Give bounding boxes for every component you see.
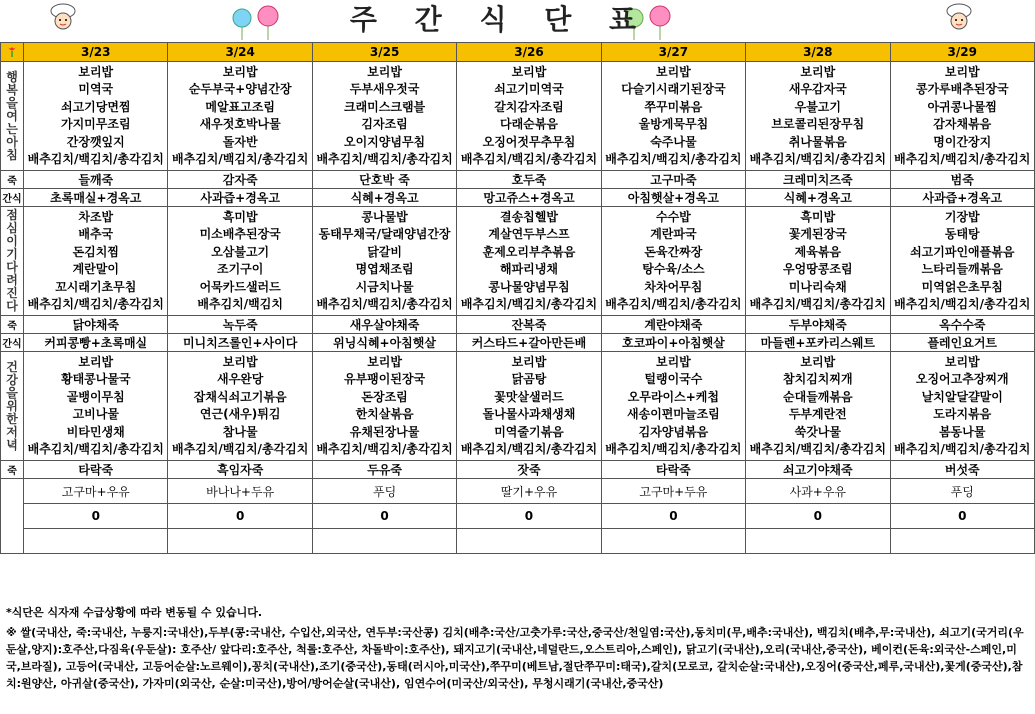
date-header: 3/28: [746, 43, 890, 62]
dinner-day-cell: [746, 352, 890, 461]
menu-item: 취나물볶음: [788, 134, 847, 149]
menu-item: 닭갈비: [367, 244, 402, 259]
menu-item: 미소배추된장국: [199, 227, 281, 241]
lunch-day-cell: [457, 207, 601, 316]
snack-pm-cell: 마들렌+포카리스웨트: [746, 334, 890, 352]
extra-snack-row: [1, 479, 1035, 504]
snack-pm-cell: 커스타드+갈아만든배: [457, 334, 601, 352]
dinner-label: 건 강 을 위 한 저 녁: [1, 352, 24, 461]
porridge-night-label: 죽: [1, 461, 24, 479]
menu-item: 배추김치/백김치/총각김치: [605, 442, 742, 456]
menu-item: 연근(새우)튀김: [199, 407, 281, 421]
menu-item: 유채된장나물: [349, 424, 420, 439]
extra-total-row: [1, 504, 1035, 529]
menu-item: 참나물: [222, 424, 258, 439]
menu-item: 보리밥: [656, 354, 691, 369]
menu-item: 잡채식쇠고기볶음: [193, 389, 287, 404]
date-header-row: [1, 43, 1035, 62]
porridge-am-cell: 들깨죽: [24, 171, 168, 189]
menu-item: 아귀콩나물찜: [927, 99, 998, 114]
lunch-row: [1, 207, 1035, 316]
menu-item: 보리밥: [656, 64, 691, 79]
snack-pm-cell: 플레인요거트: [890, 334, 1035, 352]
menu-item: 동태탕: [944, 227, 980, 241]
menu-item: 김자조림: [361, 117, 408, 131]
porridge-night-cell: 타락죽: [601, 461, 745, 479]
menu-item: 크래미스크램블: [344, 99, 426, 114]
snack-pm-row: [1, 334, 1035, 352]
menu-item: 새우감자국: [788, 82, 847, 96]
extra-total-cell: 0: [457, 504, 601, 529]
porridge-pm-label: 죽: [1, 316, 24, 334]
menu-item: 쇠고기당면찜: [60, 99, 131, 114]
menu-item: 골뱅이무침: [66, 389, 125, 404]
notice-text: *식단은 식자재 수급상황에 따라 변동될 수 있습니다.: [6, 606, 263, 619]
tulip-icon: [1, 43, 24, 62]
dinner-day-cell: [601, 352, 745, 461]
menu-item: 계란말이: [72, 262, 119, 276]
breakfast-day-cell: [746, 62, 890, 171]
porridge-am-cell: 크레미치즈죽: [746, 171, 890, 189]
porridge-am-cell: 호두죽: [457, 171, 601, 189]
breakfast-day-cell: [168, 62, 312, 171]
menu-item: 느타리들깨볶음: [921, 262, 1003, 276]
menu-item: 흑미밥: [222, 209, 258, 224]
snack-pm-cell: 위닝식혜+아침햇살: [312, 334, 456, 352]
menu-item: 배추김치/백김치/총각김치: [605, 152, 742, 166]
menu-item: 김자양념볶음: [638, 424, 709, 439]
menu-item: 보리밥: [367, 64, 402, 79]
menu-item: 배추국: [78, 227, 114, 241]
extra-total-cell: 0: [746, 504, 890, 529]
menu-item: 숙주나물: [650, 134, 697, 149]
extra-snack-cell: 바나나+두유: [168, 479, 312, 504]
menu-item: 울방게묵무침: [638, 117, 709, 131]
menu-item: 돌나물사과채생채: [482, 407, 576, 421]
menu-item: 보리밥: [800, 64, 836, 79]
lunch-day-cell: [601, 207, 745, 316]
snack-am-cell: 아침햇살+경옥고: [601, 189, 745, 207]
menu-item: 차차어무침: [644, 279, 703, 294]
snack-pm-cell: 미니치즈롤인+사이다: [168, 334, 312, 352]
menu-item: 배추김치/백김치/총각김치: [605, 297, 742, 311]
dinner-day-cell: [168, 352, 312, 461]
menu-item: 보리밥: [222, 64, 258, 79]
menu-item: 돈장조림: [361, 389, 408, 404]
menu-item: 보리밥: [944, 354, 980, 369]
menu-item: 보리밥: [511, 354, 547, 369]
menu-item: 탕수육/소스: [642, 262, 705, 276]
extra-label: [1, 479, 24, 554]
porridge-night-cell: 흑임자죽: [168, 461, 312, 479]
extra-snack-cell: 고구마+우유: [24, 479, 168, 504]
extra-total-cell: 0: [601, 504, 745, 529]
menu-item: 배추김치/백김치/총각김치: [172, 152, 309, 166]
dinner-day-cell: [312, 352, 456, 461]
menu-item: 감자채볶음: [933, 117, 992, 131]
menu-item: 쇠고기파인애플볶음: [910, 244, 1015, 259]
menu-item: 참치김치찌개: [783, 372, 853, 386]
breakfast-day-cell: [312, 62, 456, 171]
extra-snack-cell: 고구마+두유: [601, 479, 745, 504]
menu-item: 배추김치/백김치/총각김치: [460, 297, 598, 311]
menu-item: 오삼불고기: [211, 244, 270, 259]
menu-item: 배추김치/백김치/총각김치: [27, 152, 164, 166]
menu-item: 배추김치/백김치/총각김치: [27, 297, 164, 311]
porridge-pm-row: [1, 316, 1035, 334]
menu-item: 가지미무조림: [60, 117, 131, 131]
porridge-pm-cell: 닭야채죽: [24, 316, 168, 334]
menu-item: 배추김치/백김치/총각김치: [894, 442, 1031, 456]
blank-cell: [168, 529, 312, 554]
menu-item: 배추김치/백김치/총각김치: [749, 442, 886, 456]
menu-item: 수수밥: [656, 209, 691, 224]
menu-item: 새우젓호박나물: [199, 117, 281, 131]
date-header: 3/29: [890, 43, 1035, 62]
menu-item: 배추김치/백김치/총각김치: [172, 442, 309, 456]
menu-item: 오이지양념무침: [344, 134, 426, 149]
menu-item: 오징어고추장찌개: [915, 372, 1009, 386]
menu-item: 날치알달걀말이: [921, 389, 1003, 404]
menu-item: 흑미밥: [800, 209, 836, 224]
menu-item: 꼬시래기초무침: [55, 279, 137, 294]
menu-item: 우불고기: [794, 99, 841, 114]
menu-item: 새우완당: [216, 372, 264, 386]
menu-item: 배추김치/백김치/총각김치: [316, 152, 453, 166]
menu-item: 두부새우젓국: [349, 82, 420, 96]
menu-item: 새송이편마늘조림: [627, 407, 720, 421]
menu-item: 오무라이스+케첩: [627, 389, 719, 404]
blank-cell: [312, 529, 456, 554]
menu-item: 배추김치/백김치/총각김치: [316, 442, 453, 456]
menu-item: 돈육간짜장: [644, 244, 703, 259]
lollipop-icon: [228, 4, 288, 40]
snack-am-cell: 식혜+경옥고: [312, 189, 456, 207]
porridge-night-cell: 타락죽: [24, 461, 168, 479]
snack-am-cell: 사과즙+경옥고: [890, 189, 1035, 207]
porridge-night-cell: 쇠고기야채죽: [746, 461, 890, 479]
menu-item: 명엽채조림: [355, 262, 414, 276]
menu-item: 기장밥: [944, 209, 980, 224]
menu-item: 메알표고조림: [205, 99, 275, 114]
title-bar: [0, 0, 1035, 40]
breakfast-label: 행 복 을 여 는 아 침: [1, 62, 24, 171]
menu-item: 봄동나물: [939, 424, 986, 439]
blank-cell: [24, 529, 168, 554]
porridge-pm-cell: 두부야채죽: [746, 316, 890, 334]
menu-item: 한치살볶음: [355, 407, 414, 421]
menu-item: 배추김치/백김치: [197, 297, 283, 311]
menu-item: 고비나물: [72, 407, 119, 421]
porridge-am-cell: 단호박 죽: [312, 171, 456, 189]
menu-item: 다래순볶음: [500, 117, 558, 131]
extra-snack-cell: 푸딩: [312, 479, 456, 504]
extra-snack-cell: 딸기+우유: [457, 479, 601, 504]
menu-item: 보리밥: [78, 354, 114, 369]
menu-item: 계란파국: [650, 227, 697, 241]
menu-item: 유부팽이된장국: [344, 372, 426, 386]
porridge-pm-cell: 새우살야채죽: [312, 316, 456, 334]
menu-item: 배추김치/백김치/총각김치: [460, 152, 598, 166]
dinner-day-cell: [457, 352, 601, 461]
date-header: 3/25: [312, 43, 456, 62]
menu-item: 쑥갓나물: [794, 424, 841, 439]
menu-item: 명이간장지: [933, 134, 992, 149]
porridge-pm-cell: 옥수수죽: [890, 316, 1035, 334]
menu-item: 간장깻잎지: [66, 134, 125, 149]
menu-item: 보리밥: [800, 354, 836, 369]
extra-total-cell: 0: [312, 504, 456, 529]
menu-item: 배추김치/백김치/총각김치: [460, 442, 598, 456]
menu-item: 꽃맛살샐러드: [494, 389, 564, 404]
menu-item: 황태콩나물국: [60, 372, 131, 386]
porridge-am-cell: 감자죽: [168, 171, 312, 189]
menu-item: 결송칩헬밥: [500, 209, 558, 224]
breakfast-row: [1, 62, 1035, 171]
dinner-row: [1, 352, 1035, 461]
extra-snack-cell: 푸딩: [890, 479, 1035, 504]
menu-item: 순대들깨볶음: [783, 389, 853, 404]
menu-item: 갈치감자조림: [494, 99, 564, 114]
menu-item: 배추김치/백김치/총각김치: [749, 152, 886, 166]
menu-item: 털랭이국수: [644, 372, 703, 386]
porridge-pm-cell: 계란야채죽: [601, 316, 745, 334]
menu-item: 두부계란전: [788, 407, 847, 421]
menu-item: 도라지볶음: [933, 407, 992, 421]
porridge-night-cell: 잣죽: [457, 461, 601, 479]
snack-am-cell: 초록매실+경옥고: [24, 189, 168, 207]
chef-icon: [940, 2, 978, 32]
menu-item: 배추김치/백김치/총각김치: [749, 297, 886, 311]
menu-item: 배추김치/백김치/총각김치: [894, 152, 1031, 166]
lunch-day-cell: [890, 207, 1035, 316]
weekly-menu-table: [0, 42, 1035, 554]
porridge-night-cell: 두유죽: [312, 461, 456, 479]
snack-pm-cell: 호코파이+아침햇살: [601, 334, 745, 352]
menu-item: 다슬기시래기된장국: [621, 82, 726, 96]
menu-item: 미역얽은초무침: [921, 279, 1003, 294]
snack-am-cell: 식혜+경옥고: [746, 189, 890, 207]
lunch-day-cell: [312, 207, 456, 316]
snack-am-row: [1, 189, 1035, 207]
menu-item: 우엉땅콩조림: [783, 262, 853, 276]
chef-icon: [44, 2, 82, 32]
menu-item: 배추김치/백김치/총각김치: [894, 297, 1031, 311]
date-header: 3/23: [24, 43, 168, 62]
menu-item: 훈제오리부추볶음: [482, 244, 576, 259]
porridge-am-cell: 범죽: [890, 171, 1035, 189]
extra-total-cell: 0: [890, 504, 1035, 529]
menu-item: 닭곰탕: [511, 372, 547, 386]
extra-total-cell: 0: [168, 504, 312, 529]
breakfast-day-cell: [24, 62, 168, 171]
blank-cell: [746, 529, 890, 554]
menu-item: 미나리숙채: [788, 279, 847, 294]
porridge-pm-cell: 녹두죽: [168, 316, 312, 334]
menu-item: 제육볶음: [794, 244, 841, 259]
menu-item: 오징어젓무추무침: [482, 134, 576, 149]
menu-item: 배추김치/백김치/총각김치: [27, 442, 164, 456]
porridge-night-row: [1, 461, 1035, 479]
lunch-label: 점 심 이 기 다 려 진 다: [1, 207, 24, 316]
menu-item: 비타민생채: [66, 424, 125, 439]
notes: [6, 604, 1031, 695]
menu-item: 차조밥: [78, 209, 114, 224]
dinner-day-cell: [890, 352, 1035, 461]
porridge-am-label: 죽: [1, 171, 24, 189]
menu-item: 미역줄기볶음: [494, 424, 564, 439]
date-header: 3/26: [457, 43, 601, 62]
blank-cell: [601, 529, 745, 554]
snack-pm-cell: 커피콩빵+초록매실: [24, 334, 168, 352]
snack-am-label: 간식: [1, 189, 24, 207]
menu-item: 보리밥: [367, 354, 402, 369]
menu-item: 돌자반: [222, 134, 258, 149]
date-header: 3/27: [601, 43, 745, 62]
menu-item: 콩나물밥: [361, 209, 408, 224]
menu-item: 꽃게된장국: [788, 227, 847, 241]
page-title: 주 간 식 단 표: [349, 3, 651, 36]
snack-am-cell: 망고쥬스+경옥고: [457, 189, 601, 207]
menu-item: 콩가루배추된장국: [915, 82, 1009, 96]
menu-item: 보리밥: [511, 64, 547, 79]
blank-cell: [457, 529, 601, 554]
snack-pm-label: 간식: [1, 334, 24, 352]
menu-item: 조기구이: [216, 262, 264, 276]
porridge-am-row: [1, 171, 1035, 189]
lunch-day-cell: [746, 207, 890, 316]
menu-item: 어묵카드샐러드: [199, 279, 281, 294]
lunch-day-cell: [168, 207, 312, 316]
menu-item: 계살연두부스프: [488, 227, 570, 241]
porridge-night-cell: 버섯죽: [890, 461, 1035, 479]
breakfast-day-cell: [457, 62, 601, 171]
date-header: 3/24: [168, 43, 312, 62]
blank-cell: [890, 529, 1035, 554]
dinner-day-cell: [24, 352, 168, 461]
menu-item: 해파리냉채: [500, 262, 558, 276]
menu-item: 미역국: [78, 82, 114, 96]
menu-item: 보리밥: [944, 64, 980, 79]
menu-item: 순두부국+양념간장: [188, 82, 292, 96]
menu-item: 쭈꾸미볶음: [644, 99, 703, 114]
porridge-pm-cell: 잔복죽: [457, 316, 601, 334]
menu-item: 쇠고기미역국: [494, 82, 564, 96]
menu-item: 보리밥: [222, 354, 258, 369]
snack-am-cell: 사과즙+경옥고: [168, 189, 312, 207]
menu-item: 보리밥: [78, 64, 114, 79]
breakfast-day-cell: [890, 62, 1035, 171]
extra-total-cell: 0: [24, 504, 168, 529]
origin-text: ※ 쌀(국내산, 죽:국내산, 누룽지:국내산),두부(콩:국내산, 수입산,외국산, 연두부:국산콩) 김치(배추:국산/고춧가루:국산,중국산/천일염:국산),동치미(무,배추:국내산), 백김치(배추,무:국내산), 쇠고기(국거리(우둔살,양지):호주산,다짐육(우둔살): 호주산/ 앞다리:호주산, 척롤:호주산, 차돌박이:호주산), 돼지고기(국내산,네덜란드,오스트리아,스페인), 닭고기(국내산),오리(국내산,중국산), 베이컨(돈육:외국산-스페인,미국,브라질), 고등어(국내산, 고등어순살:노르웨이),꽁치(국내산),조기(중국산),동태(러시아,미국산),쭈꾸미(베트남,절단쭈꾸미:태국),갈치(모로코, 갈치순살:국내산),오징어(중국산,페루,국내산),꽃게(중국산),참치:원양산, 아귀살(중국산), 가자미(외국산, 순살:미국산),방어/방어순살(국내산), 임연수어(미국산/외국산), 무청시래기(국내산,중국산): [6, 626, 1024, 690]
menu-item: 브로콜리된장무침: [771, 117, 865, 131]
extra-snack-cell: 사과+우유: [746, 479, 890, 504]
menu-item: 동태무채국/달래양념간장: [318, 227, 451, 241]
menu-item: 배추김치/백김치/총각김치: [316, 297, 453, 311]
menu-item: 콩나물양념무침: [488, 279, 570, 294]
lunch-day-cell: [24, 207, 168, 316]
breakfast-day-cell: [601, 62, 745, 171]
extra-blank-row: [1, 529, 1035, 554]
menu-item: 시금치나물: [355, 279, 414, 294]
menu-item: 돈김치찜: [72, 244, 119, 259]
porridge-am-cell: 고구마죽: [601, 171, 745, 189]
